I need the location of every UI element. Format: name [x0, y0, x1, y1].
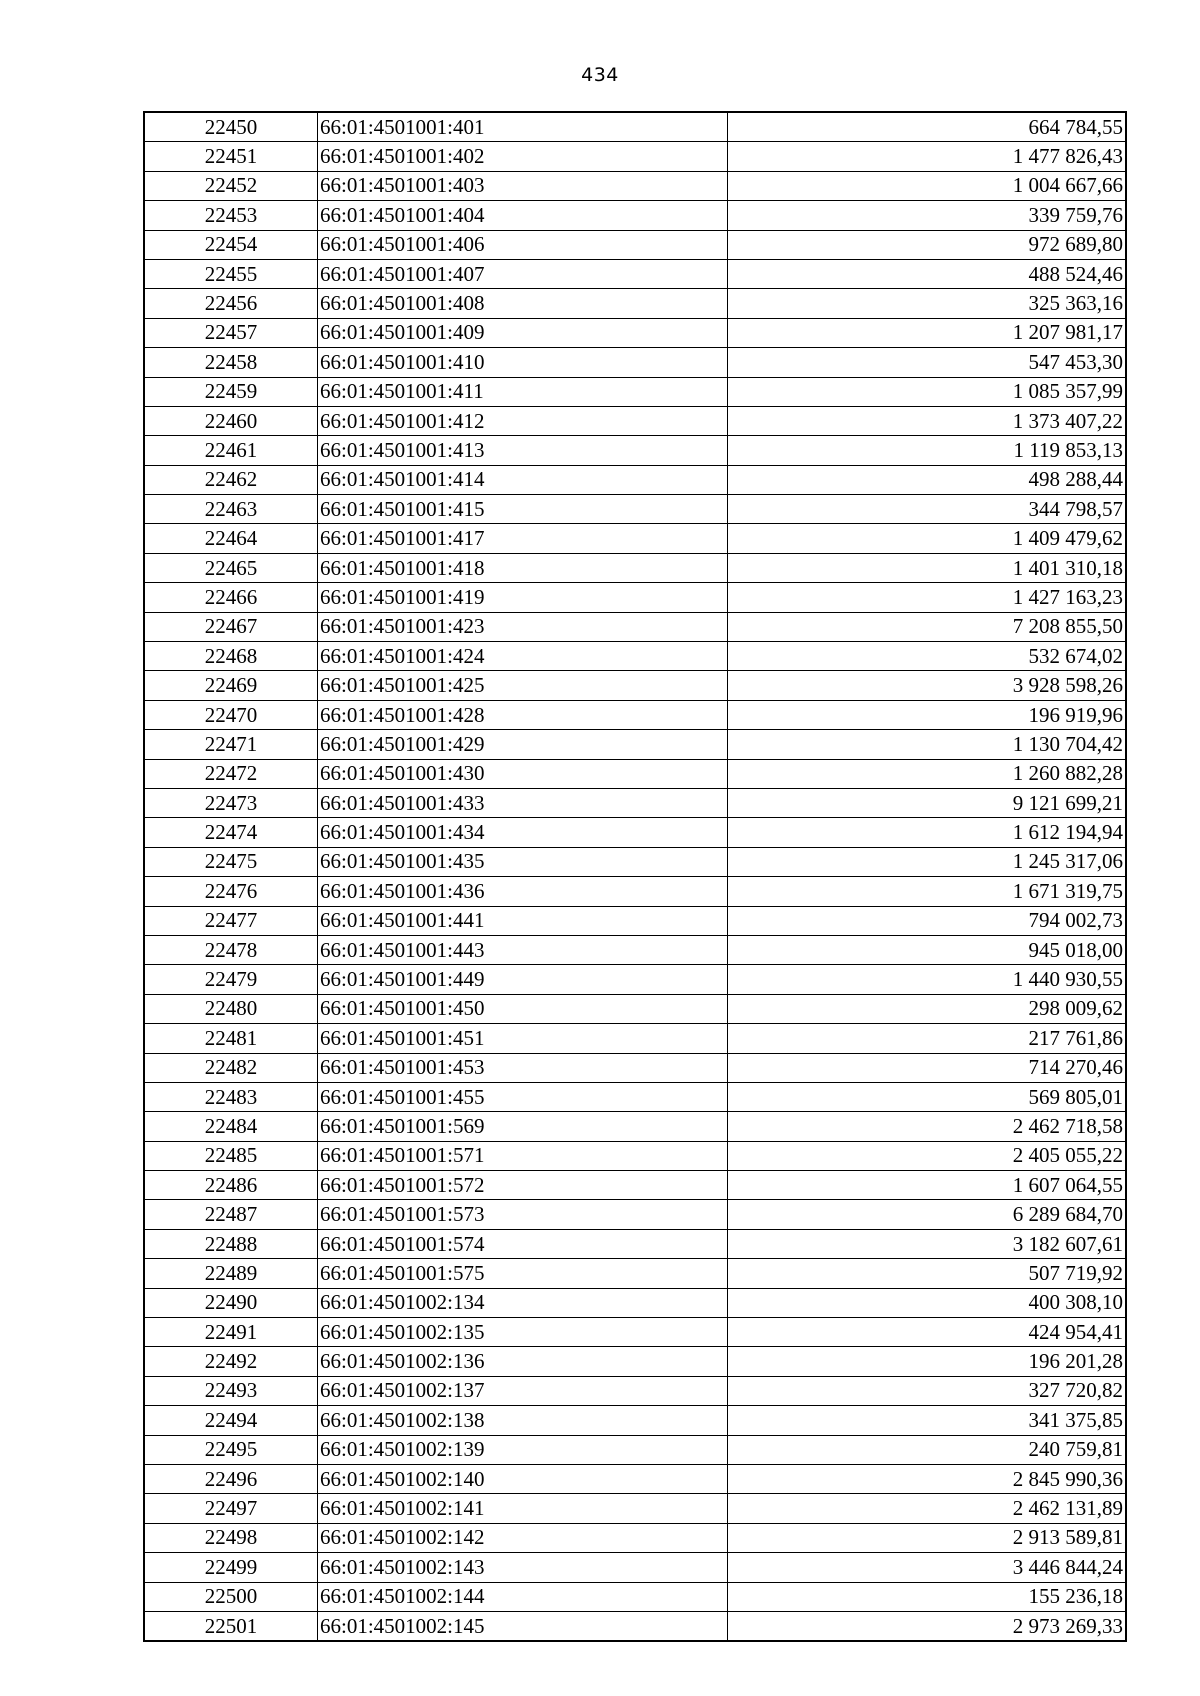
cadastral-value-cell: 794 002,73 — [728, 906, 1127, 935]
row-number-cell: 22458 — [144, 348, 318, 377]
row-number-cell: 22459 — [144, 377, 318, 406]
cadastral-number-cell: 66:01:4501001:441 — [318, 906, 728, 935]
row-number-cell: 22453 — [144, 201, 318, 230]
cadastral-value-cell: 3 928 598,26 — [728, 671, 1127, 700]
cadastral-value-cell: 6 289 684,70 — [728, 1200, 1127, 1229]
cadastral-number-cell: 66:01:4501001:401 — [318, 112, 728, 142]
row-number-cell: 22499 — [144, 1553, 318, 1582]
row-number-cell: 22482 — [144, 1053, 318, 1082]
table-row — [144, 1464, 1126, 1493]
cadastral-number-cell: 66:01:4501001:429 — [318, 730, 728, 759]
table-row — [144, 935, 1126, 964]
cadastral-value-cell: 196 919,96 — [728, 700, 1127, 729]
cadastral-number-cell: 66:01:4501001:451 — [318, 1024, 728, 1053]
row-number-cell: 22464 — [144, 524, 318, 553]
cadastral-number-cell: 66:01:4501001:572 — [318, 1171, 728, 1200]
row-number-cell: 22476 — [144, 877, 318, 906]
cadastral-number-cell: 66:01:4501002:144 — [318, 1582, 728, 1611]
row-number-cell: 22473 — [144, 788, 318, 817]
table-row — [144, 1024, 1126, 1053]
cadastral-value-cell: 498 288,44 — [728, 465, 1127, 494]
cadastral-number-cell: 66:01:4501001:428 — [318, 700, 728, 729]
cadastral-number-cell: 66:01:4501001:574 — [318, 1229, 728, 1258]
table-row — [144, 1082, 1126, 1111]
table-row — [144, 201, 1126, 230]
cadastral-number-cell: 66:01:4501001:453 — [318, 1053, 728, 1082]
cadastral-value-cell: 1 607 064,55 — [728, 1171, 1127, 1200]
row-number-cell: 22501 — [144, 1611, 318, 1641]
table-row — [144, 1523, 1126, 1552]
cadastral-value-cell: 344 798,57 — [728, 495, 1127, 524]
cadastral-value-cell: 9 121 699,21 — [728, 788, 1127, 817]
cadastral-value-cell: 532 674,02 — [728, 642, 1127, 671]
table-row — [144, 730, 1126, 759]
row-number-cell: 22452 — [144, 171, 318, 200]
cadastral-value-cell: 2 462 131,89 — [728, 1494, 1127, 1523]
row-number-cell: 22475 — [144, 847, 318, 876]
table-row — [144, 1376, 1126, 1405]
cadastral-value-cell: 240 759,81 — [728, 1435, 1127, 1464]
cadastral-value-cell: 569 805,01 — [728, 1082, 1127, 1111]
cadastral-number-cell: 66:01:4501001:433 — [318, 788, 728, 817]
cadastral-value-cell: 325 363,16 — [728, 289, 1127, 318]
row-number-cell: 22462 — [144, 465, 318, 494]
row-number-cell: 22451 — [144, 142, 318, 171]
cadastral-number-cell: 66:01:4501001:434 — [318, 818, 728, 847]
table-row — [144, 524, 1126, 553]
table-row — [144, 1288, 1126, 1317]
cadastral-value-cell: 341 375,85 — [728, 1406, 1127, 1435]
row-number-cell: 22474 — [144, 818, 318, 847]
cadastral-number-cell: 66:01:4501001:455 — [318, 1082, 728, 1111]
cadastral-number-cell: 66:01:4501001:412 — [318, 406, 728, 435]
table-row — [144, 1553, 1126, 1582]
row-number-cell: 22468 — [144, 642, 318, 671]
table-row — [144, 289, 1126, 318]
page-number: 434 — [581, 64, 619, 86]
cadastral-number-cell: 66:01:4501001:430 — [318, 759, 728, 788]
row-number-cell: 22481 — [144, 1024, 318, 1053]
row-number-cell: 22467 — [144, 612, 318, 641]
cadastral-number-cell: 66:01:4501001:406 — [318, 230, 728, 259]
cadastral-value-cell: 1 477 826,43 — [728, 142, 1127, 171]
table-row — [144, 348, 1126, 377]
row-number-cell: 22450 — [144, 112, 318, 142]
cadastral-number-cell: 66:01:4501001:403 — [318, 171, 728, 200]
cadastral-value-cell: 972 689,80 — [728, 230, 1127, 259]
cadastral-number-cell: 66:01:4501001:435 — [318, 847, 728, 876]
cadastral-number-cell: 66:01:4501002:142 — [318, 1523, 728, 1552]
table-row — [144, 1494, 1126, 1523]
cadastral-number-cell: 66:01:4501002:145 — [318, 1611, 728, 1641]
row-number-cell: 22491 — [144, 1318, 318, 1347]
table-row — [144, 1435, 1126, 1464]
cadastral-value-cell: 1 260 882,28 — [728, 759, 1127, 788]
cadastral-number-cell: 66:01:4501001:419 — [318, 583, 728, 612]
table-row — [144, 1406, 1126, 1435]
cadastral-value-cell: 1 130 704,42 — [728, 730, 1127, 759]
row-number-cell: 22454 — [144, 230, 318, 259]
row-number-cell: 22497 — [144, 1494, 318, 1523]
row-number-cell: 22466 — [144, 583, 318, 612]
row-number-cell: 22460 — [144, 406, 318, 435]
cadastral-number-cell: 66:01:4501002:143 — [318, 1553, 728, 1582]
row-number-cell: 22490 — [144, 1288, 318, 1317]
row-number-cell: 22484 — [144, 1112, 318, 1141]
table-row — [144, 142, 1126, 171]
cadastral-value-cell: 1 440 930,55 — [728, 965, 1127, 994]
row-number-cell: 22483 — [144, 1082, 318, 1111]
cadastral-number-cell: 66:01:4501001:450 — [318, 994, 728, 1023]
cadastral-value-cell: 155 236,18 — [728, 1582, 1127, 1611]
cadastral-value-cell: 714 270,46 — [728, 1053, 1127, 1082]
table-row — [144, 994, 1126, 1023]
cadastral-number-cell: 66:01:4501001:443 — [318, 935, 728, 964]
table-row — [144, 1171, 1126, 1200]
cadastral-value-cell: 664 784,55 — [728, 112, 1127, 142]
cadastral-number-cell: 66:01:4501002:140 — [318, 1464, 728, 1493]
cadastral-value-cell: 2 973 269,33 — [728, 1611, 1127, 1641]
row-number-cell: 22488 — [144, 1229, 318, 1258]
row-number-cell: 22478 — [144, 935, 318, 964]
row-number-cell: 22456 — [144, 289, 318, 318]
table-row — [144, 436, 1126, 465]
table-row — [144, 847, 1126, 876]
row-number-cell: 22457 — [144, 318, 318, 347]
table-row — [144, 877, 1126, 906]
cadastral-number-cell: 66:01:4501001:571 — [318, 1141, 728, 1170]
cadastral-value-cell: 424 954,41 — [728, 1318, 1127, 1347]
cadastral-number-cell: 66:01:4501002:141 — [318, 1494, 728, 1523]
table-row — [144, 112, 1126, 142]
row-number-cell: 22485 — [144, 1141, 318, 1170]
row-number-cell: 22472 — [144, 759, 318, 788]
row-number-cell: 22479 — [144, 965, 318, 994]
table-row — [144, 553, 1126, 582]
row-number-cell: 22461 — [144, 436, 318, 465]
cadastral-number-cell: 66:01:4501002:136 — [318, 1347, 728, 1376]
cadastral-value-cell: 1 671 319,75 — [728, 877, 1127, 906]
cadastral-value-cell: 196 201,28 — [728, 1347, 1127, 1376]
cadastral-number-cell: 66:01:4501001:402 — [318, 142, 728, 171]
cadastral-value-cell: 298 009,62 — [728, 994, 1127, 1023]
cadastral-number-cell: 66:01:4501001:414 — [318, 465, 728, 494]
cadastral-value-cell: 1 085 357,99 — [728, 377, 1127, 406]
cadastral-value-cell: 400 308,10 — [728, 1288, 1127, 1317]
table-row — [144, 230, 1126, 259]
row-number-cell: 22494 — [144, 1406, 318, 1435]
cadastral-value-cell: 2 913 589,81 — [728, 1523, 1127, 1552]
cadastral-value-cell: 1 373 407,22 — [728, 406, 1127, 435]
cadastral-number-cell: 66:01:4501001:575 — [318, 1259, 728, 1288]
table-row — [144, 465, 1126, 494]
cadastral-number-cell: 66:01:4501001:415 — [318, 495, 728, 524]
cadastral-number-cell: 66:01:4501001:417 — [318, 524, 728, 553]
cadastral-number-cell: 66:01:4501001:573 — [318, 1200, 728, 1229]
table-row — [144, 671, 1126, 700]
table-row — [144, 1318, 1126, 1347]
table-row — [144, 318, 1126, 347]
cadastral-value-cell: 339 759,76 — [728, 201, 1127, 230]
row-number-cell: 22463 — [144, 495, 318, 524]
cadastral-value-cell: 945 018,00 — [728, 935, 1127, 964]
table-row — [144, 377, 1126, 406]
cadastral-value-cell: 2 405 055,22 — [728, 1141, 1127, 1170]
cadastral-number-cell: 66:01:4501002:135 — [318, 1318, 728, 1347]
cadastral-value-cell: 1 119 853,13 — [728, 436, 1127, 465]
row-number-cell: 22489 — [144, 1259, 318, 1288]
cadastral-number-cell: 66:01:4501001:408 — [318, 289, 728, 318]
row-number-cell: 22477 — [144, 906, 318, 935]
row-number-cell: 22480 — [144, 994, 318, 1023]
cadastral-value-cell: 547 453,30 — [728, 348, 1127, 377]
cadastral-number-cell: 66:01:4501001:569 — [318, 1112, 728, 1141]
row-number-cell: 22486 — [144, 1171, 318, 1200]
table-row — [144, 1200, 1126, 1229]
row-number-cell: 22495 — [144, 1435, 318, 1464]
table-row — [144, 700, 1126, 729]
cadastral-number-cell: 66:01:4501001:424 — [318, 642, 728, 671]
table-row — [144, 495, 1126, 524]
cadastral-value-cell: 2 462 718,58 — [728, 1112, 1127, 1141]
cadastral-number-cell: 66:01:4501002:138 — [318, 1406, 728, 1435]
cadastral-number-cell: 66:01:4501001:423 — [318, 612, 728, 641]
cadastral-value-cell: 1 401 310,18 — [728, 553, 1127, 582]
cadastral-value-cell: 217 761,86 — [728, 1024, 1127, 1053]
cadastral-number-cell: 66:01:4501001:413 — [318, 436, 728, 465]
row-number-cell: 22498 — [144, 1523, 318, 1552]
table-row — [144, 612, 1126, 641]
table-row — [144, 906, 1126, 935]
cadastral-value-cell: 1 612 194,94 — [728, 818, 1127, 847]
table-row — [144, 583, 1126, 612]
table-row — [144, 1141, 1126, 1170]
table-row — [144, 406, 1126, 435]
cadastral-value-cell: 1 245 317,06 — [728, 847, 1127, 876]
table-row — [144, 171, 1126, 200]
row-number-cell: 22465 — [144, 553, 318, 582]
cadastral-number-cell: 66:01:4501001:449 — [318, 965, 728, 994]
cadastral-number-cell: 66:01:4501001:425 — [318, 671, 728, 700]
cadastral-value-cell: 488 524,46 — [728, 259, 1127, 288]
row-number-cell: 22470 — [144, 700, 318, 729]
cadastral-value-cell: 1 004 667,66 — [728, 171, 1127, 200]
cadastral-value-table — [143, 111, 1127, 1642]
table-row — [144, 259, 1126, 288]
table-row — [144, 1229, 1126, 1258]
cadastral-number-cell: 66:01:4501001:409 — [318, 318, 728, 347]
row-number-cell: 22493 — [144, 1376, 318, 1405]
cadastral-value-cell: 1 409 479,62 — [728, 524, 1127, 553]
cadastral-value-cell: 1 427 163,23 — [728, 583, 1127, 612]
table-row — [144, 1611, 1126, 1641]
cadastral-value-cell: 1 207 981,17 — [728, 318, 1127, 347]
cadastral-value-cell: 2 845 990,36 — [728, 1464, 1127, 1493]
row-number-cell: 22496 — [144, 1464, 318, 1493]
cadastral-number-cell: 66:01:4501001:436 — [318, 877, 728, 906]
cadastral-number-cell: 66:01:4501001:411 — [318, 377, 728, 406]
cadastral-number-cell: 66:01:4501001:407 — [318, 259, 728, 288]
cadastral-value-cell: 507 719,92 — [728, 1259, 1127, 1288]
row-number-cell: 22500 — [144, 1582, 318, 1611]
cadastral-number-cell: 66:01:4501002:139 — [318, 1435, 728, 1464]
cadastral-number-cell: 66:01:4501001:410 — [318, 348, 728, 377]
table-row — [144, 642, 1126, 671]
table-row — [144, 1112, 1126, 1141]
row-number-cell: 22487 — [144, 1200, 318, 1229]
row-number-cell: 22492 — [144, 1347, 318, 1376]
table-row — [144, 1582, 1126, 1611]
table-body — [144, 112, 1126, 1641]
cadastral-value-cell: 3 182 607,61 — [728, 1229, 1127, 1258]
table-row — [144, 759, 1126, 788]
row-number-cell: 22455 — [144, 259, 318, 288]
table-row — [144, 818, 1126, 847]
cadastral-value-cell: 7 208 855,50 — [728, 612, 1127, 641]
table-row — [144, 965, 1126, 994]
row-number-cell: 22469 — [144, 671, 318, 700]
table-row — [144, 1259, 1126, 1288]
cadastral-value-cell: 3 446 844,24 — [728, 1553, 1127, 1582]
table-row — [144, 1347, 1126, 1376]
cadastral-number-cell: 66:01:4501001:404 — [318, 201, 728, 230]
table-row — [144, 788, 1126, 817]
table-row — [144, 1053, 1126, 1082]
cadastral-number-cell: 66:01:4501002:137 — [318, 1376, 728, 1405]
cadastral-value-cell: 327 720,82 — [728, 1376, 1127, 1405]
row-number-cell: 22471 — [144, 730, 318, 759]
cadastral-number-cell: 66:01:4501001:418 — [318, 553, 728, 582]
cadastral-number-cell: 66:01:4501002:134 — [318, 1288, 728, 1317]
